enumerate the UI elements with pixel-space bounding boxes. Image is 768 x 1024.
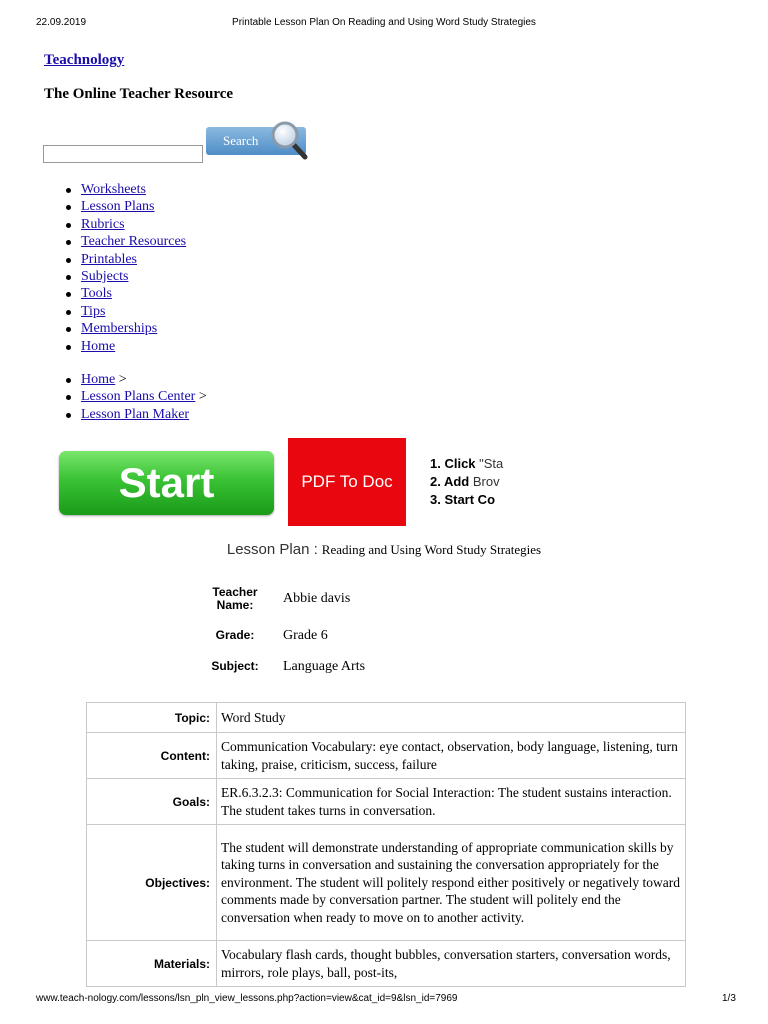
row-label: Objectives: (87, 825, 217, 941)
teacher-name-value: Abbie davis (283, 591, 351, 606)
teacher-name-label: Teacher Name: (212, 585, 258, 612)
nav-link[interactable]: Lesson Plans (81, 199, 155, 215)
table-row (87, 825, 686, 941)
lesson-plan-label: Lesson Plan : (226, 541, 318, 558)
search-button[interactable]: Search (206, 127, 306, 155)
nav-item-printables (44, 251, 186, 268)
nav-link[interactable]: Memberships (81, 321, 158, 337)
pdf-to-doc-ad[interactable]: PDF To Doc (288, 438, 406, 526)
breadcrumb-link-lesson-plan-maker[interactable]: Lesson Plan Maker (81, 406, 190, 422)
breadcrumb (44, 371, 207, 423)
table-row (87, 779, 686, 825)
table-row (87, 941, 686, 987)
row-label: Materials: (87, 941, 217, 987)
nav-link[interactable]: Printables (81, 251, 137, 267)
row-value: The student will demonstrate understanding of appropriate communication skills by taking turns in conversation and sustaining the conversation appropriately for the environment. The student will politely respond either positively or negatively toward comments made by conversation partner. The student will politely end the conversation when ready to move on to another activity. (217, 825, 686, 941)
row-value: Communication Vocabulary: eye contact, observation, body language, listening, turn taking, praise, criticism, success, failure (217, 733, 686, 779)
nav-link[interactable]: Subjects (81, 268, 129, 284)
row-value: ER.6.3.2.3: Communication for Social Interaction: The student sustains interaction. The student takes turns in conversation. (217, 779, 686, 825)
ad-step-text: Brov (469, 474, 500, 489)
breadcrumb-item (44, 388, 207, 405)
ad-step-text: "Sta (475, 456, 504, 471)
nav-item-subjects (44, 268, 186, 285)
breadcrumb-separator: > (115, 372, 127, 387)
lesson-plan-title: Reading and Using Word Study Strategies (321, 542, 542, 557)
breadcrumb-separator: > (195, 389, 207, 405)
nav-link[interactable]: Teacher Resources (81, 234, 187, 250)
ad-step (430, 491, 498, 509)
nav-link[interactable]: Tips (81, 303, 106, 319)
table-row (87, 703, 686, 733)
print-date: 22.09.2019 (36, 17, 87, 28)
table-row (87, 733, 686, 779)
nav-item-tools (44, 285, 186, 302)
site-tagline: The Online Teacher Resource (44, 86, 234, 102)
nav-item-home (44, 338, 186, 355)
breadcrumb-item (44, 371, 207, 388)
nav-item-teacher-resources (44, 233, 186, 250)
nav-item-worksheets (44, 181, 186, 198)
row-label: Topic: (87, 703, 217, 733)
site-title-link[interactable]: Teachnology (44, 52, 125, 68)
grade-value: Grade 6 (283, 628, 328, 643)
nav-link[interactable]: Home (81, 338, 116, 354)
print-title: Printable Lesson Plan On Reading and Using Word Study Strategies (232, 17, 536, 28)
breadcrumb-link-lesson-plans-center[interactable]: Lesson Plans Center (81, 389, 196, 405)
lesson-plan-table (86, 702, 686, 987)
ad-step-bold: 1. Click (430, 456, 476, 471)
print-url: www.teach-nology.com/lessons/lsn_pln_view_lessons.php?action=view&cat_id=9&lsn_id=7969 (36, 993, 458, 1004)
ad-step-bold: 2. Add (430, 474, 470, 489)
row-value: Vocabulary flash cards, thought bubbles, conversation starters, conversation words, mirrors, role plays, ball, post-its, (217, 941, 686, 987)
subject-label: Subject: (211, 659, 259, 673)
row-value: Word Study (217, 703, 686, 733)
nav-item-tips (44, 303, 186, 320)
ad-step (430, 473, 498, 491)
breadcrumb-item (44, 406, 207, 423)
page-number: 1/3 (722, 993, 736, 1004)
nav-item-memberships (44, 320, 186, 337)
nav-item-rubrics (44, 216, 186, 233)
search-input[interactable] (43, 145, 203, 163)
grade-label: Grade: (215, 628, 255, 642)
breadcrumb-link-home[interactable]: Home (81, 372, 116, 387)
ad-step-bold: 3. Start Co (430, 492, 496, 507)
row-label: Content: (87, 733, 217, 779)
start-ad-button[interactable]: Start (59, 451, 274, 515)
nav-link[interactable]: Worksheets (81, 182, 146, 197)
ad-step (430, 455, 504, 473)
nav-link[interactable]: Rubrics (81, 216, 125, 232)
ad-steps (430, 455, 504, 515)
nav-link[interactable]: Tools (81, 286, 112, 302)
nav-item-lesson-plans (44, 198, 186, 215)
lesson-plan-heading (0, 541, 768, 559)
subject-value: Language Arts (283, 659, 366, 674)
main-nav (44, 181, 186, 355)
row-label: Goals: (87, 779, 217, 825)
